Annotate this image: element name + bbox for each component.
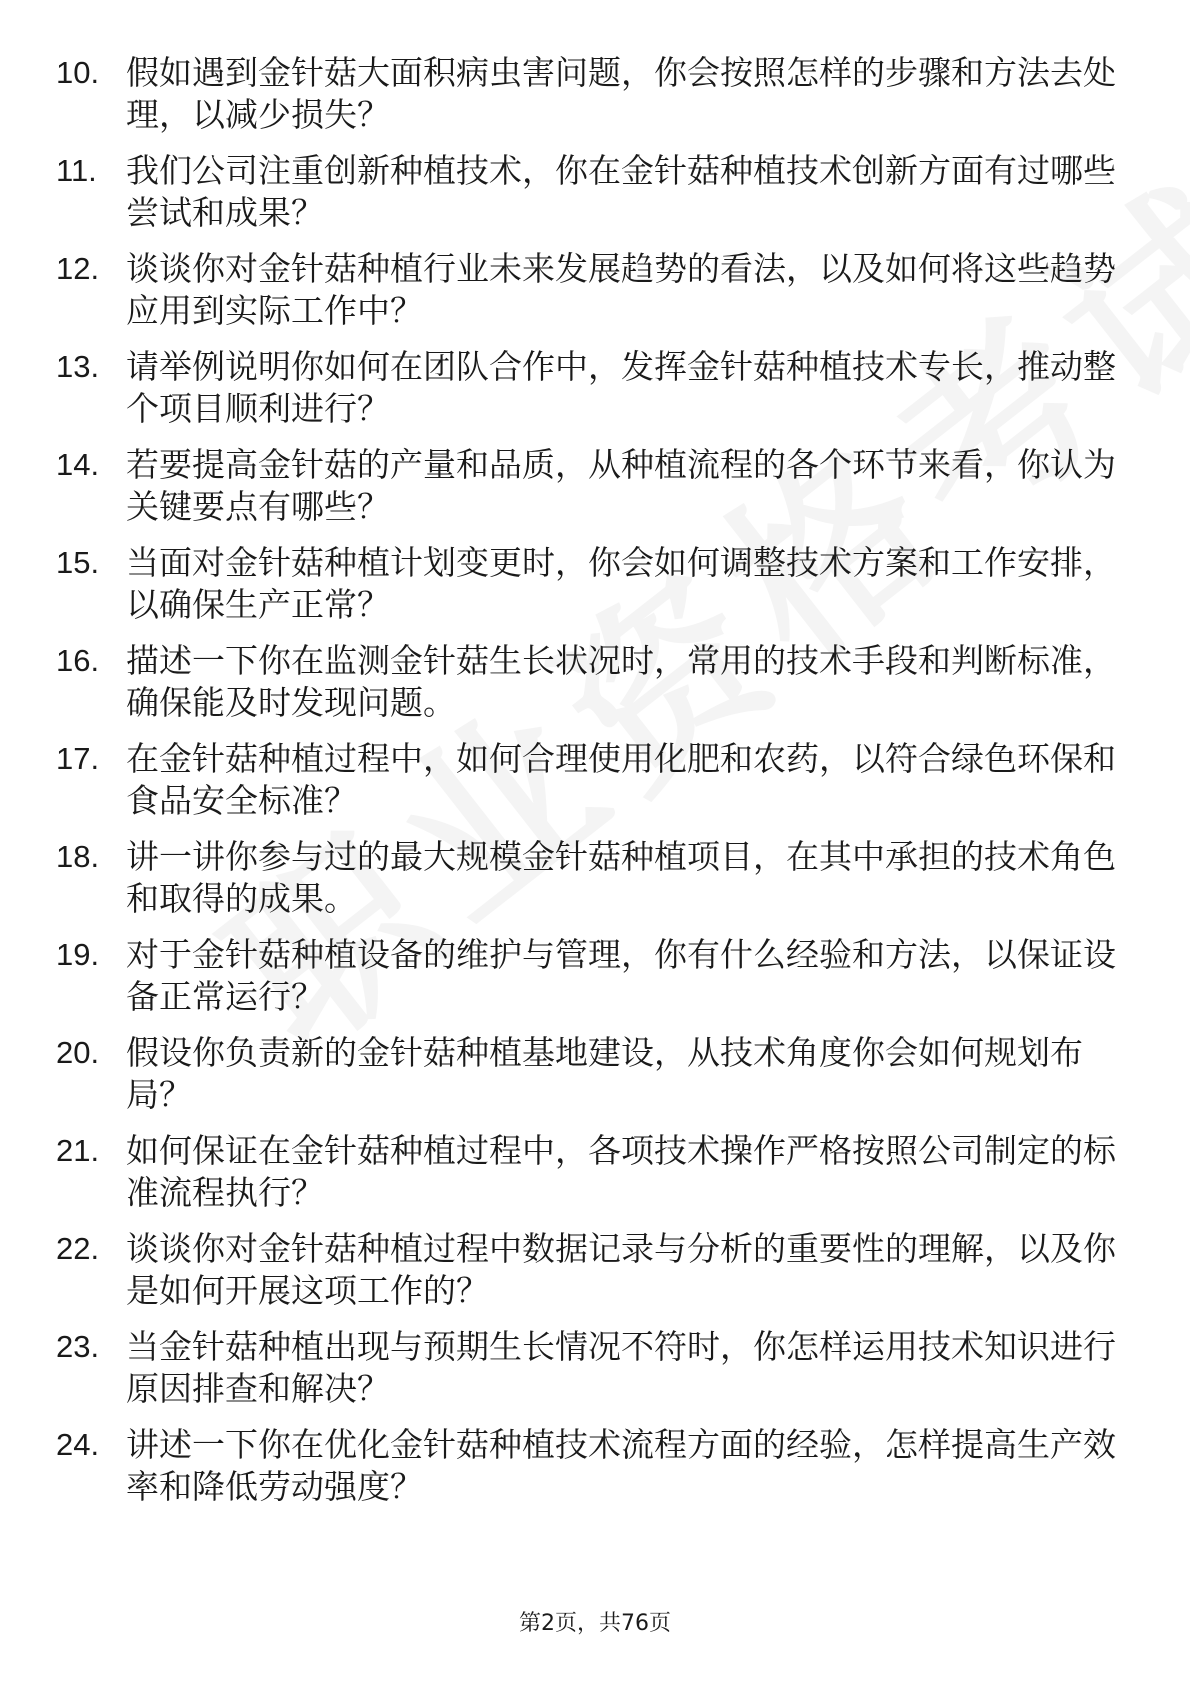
list-item — [56, 934, 1136, 1032]
list-item — [56, 248, 1136, 346]
question-number: 18. — [56, 839, 100, 874]
list-item — [56, 1228, 1136, 1326]
question-text: 当面对金针菇种植计划变更时，你会如何调整技术方案和工作安排，以确保生产正常？ — [126, 543, 1116, 624]
question-text: 讲述一下你在优化金针菇种植技术流程方面的经验，怎样提高生产效率和降低劳动强度？ — [126, 1425, 1116, 1506]
question-text: 对于金针菇种植设备的维护与管理，你有什么经验和方法，以保证设备正常运行？ — [126, 935, 1116, 1016]
question-number: 14. — [56, 447, 100, 482]
question-text: 谈谈你对金针菇种植行业未来发展趋势的看法，以及如何将这些趋势应用到实际工作中？ — [126, 249, 1116, 330]
question-number: 24. — [56, 1427, 100, 1462]
list-item — [56, 542, 1136, 640]
question-text: 描述一下你在监测金针菇生长状况时，常用的技术手段和判断标准，确保能及时发现问题。 — [126, 641, 1116, 722]
question-number: 11. — [56, 153, 97, 188]
question-number: 23. — [56, 1329, 100, 1364]
list-item — [56, 1032, 1136, 1130]
question-number: 10. — [56, 55, 100, 90]
question-text: 假如遇到金针菇大面积病虫害问题，你会按照怎样的步骤和方法去处理，以减少损失？ — [126, 53, 1116, 134]
list-item — [56, 444, 1136, 542]
question-text: 假设你负责新的金针菇种植基地建设，从技术角度你会如何规划布局？ — [126, 1033, 1083, 1114]
question-text: 我们公司注重创新种植技术，你在金针菇种植技术创新方面有过哪些尝试和成果？ — [126, 151, 1116, 232]
question-text: 在金针菇种植过程中，如何合理使用化肥和农药，以符合绿色环保和食品安全标准？ — [126, 739, 1116, 820]
question-text: 如何保证在金针菇种植过程中，各项技术操作严格按照公司制定的标准流程执行？ — [126, 1131, 1116, 1212]
list-item — [56, 1424, 1136, 1522]
list-item — [56, 52, 1136, 150]
list-item — [56, 1130, 1136, 1228]
question-number: 15. — [56, 545, 100, 580]
question-list — [56, 52, 1136, 1522]
question-number: 16. — [56, 643, 100, 678]
question-number: 13. — [56, 349, 100, 384]
question-text: 当金针菇种植出现与预期生长情况不符时，你怎样运用技术知识进行原因排查和解决？ — [126, 1327, 1116, 1408]
question-number: 20. — [56, 1035, 100, 1070]
question-number: 12. — [56, 251, 100, 286]
question-number: 22. — [56, 1231, 100, 1266]
list-item — [56, 1326, 1136, 1424]
list-item — [56, 640, 1136, 738]
question-text: 请举例说明你如何在团队合作中，发挥金针菇种植技术专长，推动整个项目顺利进行？ — [126, 347, 1116, 428]
question-text: 谈谈你对金针菇种植过程中数据记录与分析的重要性的理解，以及你是如何开展这项工作的？ — [126, 1229, 1116, 1310]
question-number: 17. — [56, 741, 100, 776]
question-number: 19. — [56, 937, 100, 972]
question-text: 讲一讲你参与过的最大规模金针菇种植项目，在其中承担的技术角色和取得的成果。 — [126, 837, 1116, 918]
list-item — [56, 150, 1136, 248]
question-text: 若要提高金针菇的产量和品质，从种植流程的各个环节来看，你认为关键要点有哪些？ — [126, 445, 1116, 526]
page-footer: 第2页，共76页 — [519, 1611, 671, 1636]
list-item — [56, 346, 1136, 444]
question-number: 21. — [56, 1133, 100, 1168]
list-item — [56, 738, 1136, 836]
list-item — [56, 836, 1136, 934]
